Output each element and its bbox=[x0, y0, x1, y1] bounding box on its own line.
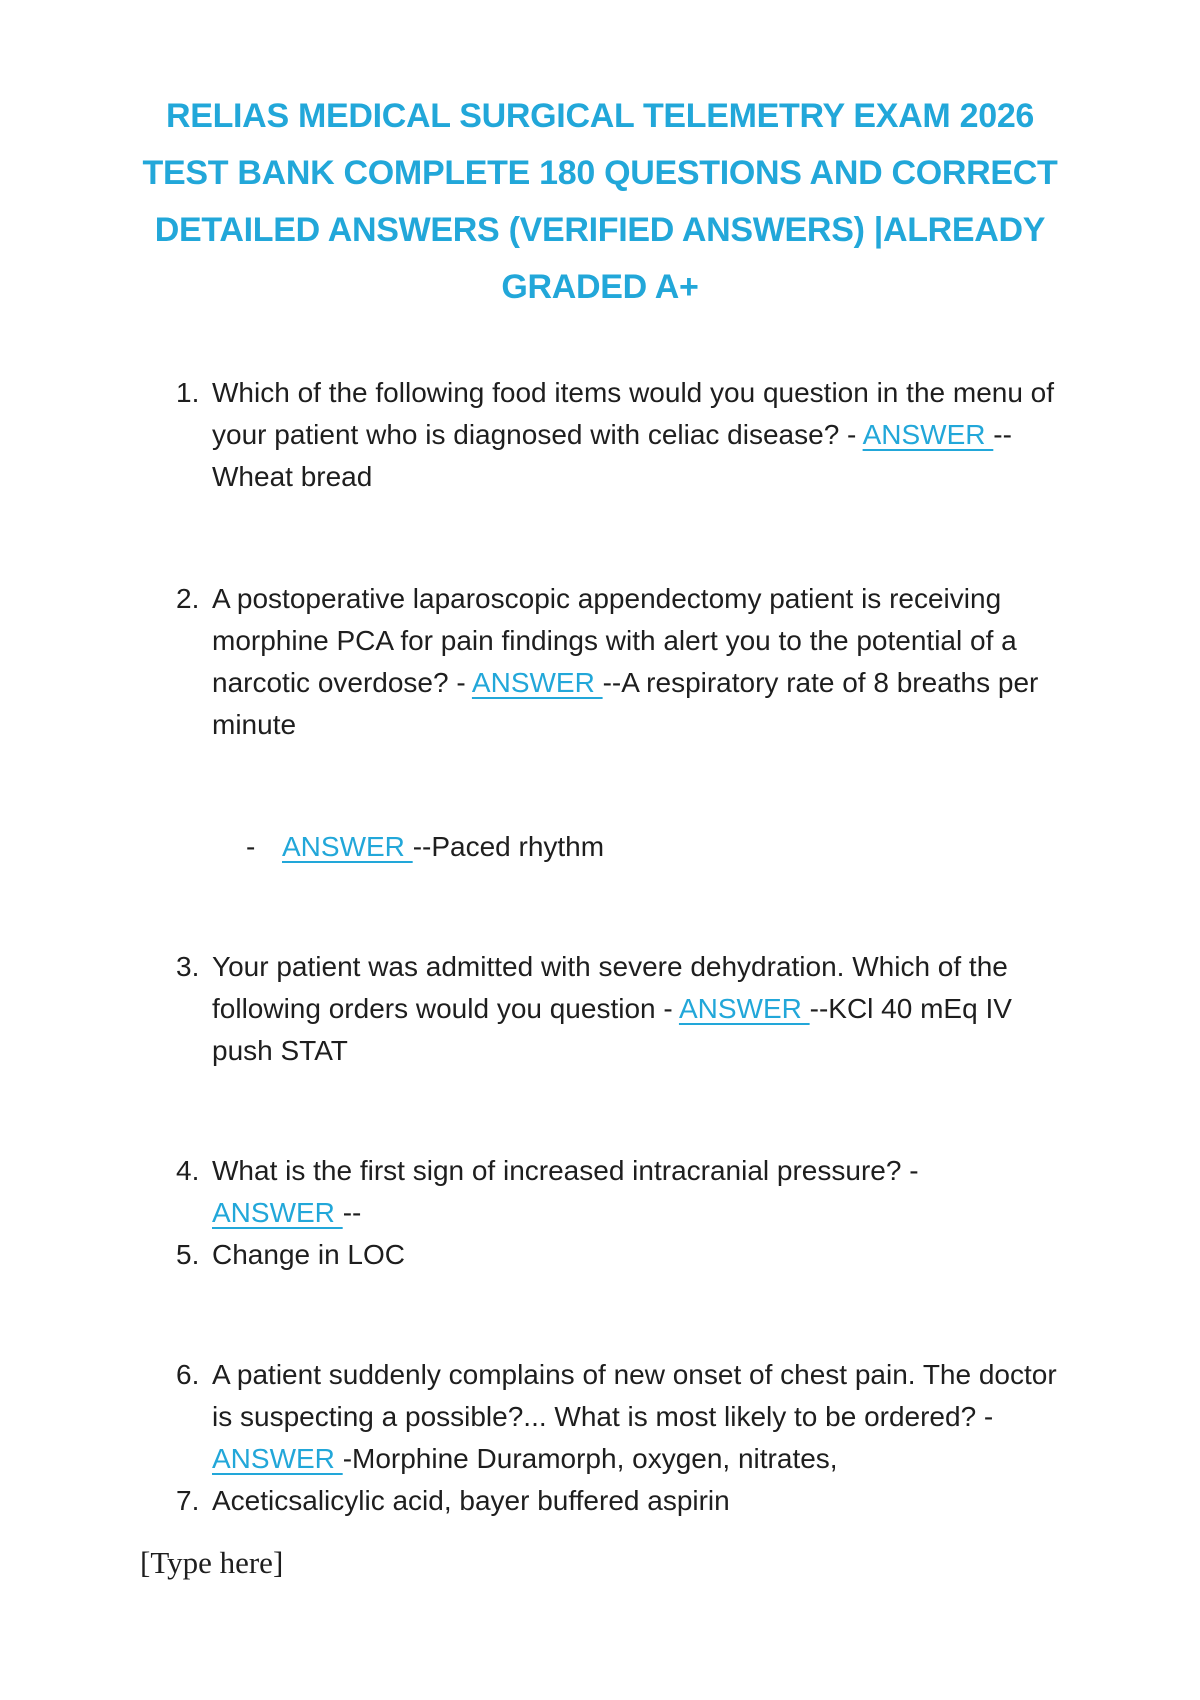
footer-placeholder: [Type here] bbox=[140, 1545, 284, 1580]
title-line: TEST BANK COMPLETE 180 QUESTIONS AND CORRECT bbox=[142, 154, 1058, 192]
question-text: Change in LOC bbox=[212, 1239, 406, 1270]
question-text: Your patient was admitted with severe dehydration. Which of the following orders would you question - bbox=[212, 951, 1008, 1024]
question-item bbox=[176, 578, 1076, 746]
answer-text: --A respiratory rate of 8 breaths per minute bbox=[212, 667, 1039, 740]
question-item bbox=[176, 946, 1076, 1072]
title-line: RELIAS MEDICAL SURGICAL TELEMETRY EXAM 2026 bbox=[165, 97, 1035, 135]
question-text: A postoperative laparoscopic appendectomy patient is receiving morphine PCA for pain findings with alert you to the potential of a narcotic overdose? - bbox=[212, 583, 1017, 698]
question-number: 3. bbox=[176, 951, 200, 982]
question-item bbox=[176, 1234, 1076, 1276]
title-line: DETAILED ANSWERS (VERIFIED ANSWERS) |ALREADY bbox=[154, 211, 1046, 249]
question-text: A patient suddenly complains of new onset of chest pain. The doctor is suspecting a possible?... What is most likely to be ordered? - bbox=[212, 1359, 1057, 1432]
question-number: 1. bbox=[176, 377, 200, 408]
answer-text: -- bbox=[342, 1197, 362, 1228]
question-number: 2. bbox=[176, 583, 200, 614]
question-item bbox=[176, 1480, 1076, 1522]
answer-text: --Wheat bread bbox=[212, 419, 1012, 492]
answer-link[interactable]: ANSWER bbox=[678, 993, 810, 1024]
question-number: 5. bbox=[176, 1239, 200, 1270]
answer-link[interactable]: ANSWER bbox=[212, 1197, 343, 1228]
question-item bbox=[176, 1150, 1076, 1234]
question-number: 6. bbox=[176, 1359, 200, 1390]
answer-link[interactable]: ANSWER bbox=[282, 831, 413, 862]
answer-text: --KCl 40 mEq IV push STAT bbox=[212, 993, 1012, 1066]
question-number: 7. bbox=[176, 1485, 200, 1516]
question-text: Which of the following food items would you question in the menu of your patient who is diagnosed with celiac disease? - bbox=[212, 377, 1055, 450]
answer-text: --Paced rhythm bbox=[412, 831, 605, 862]
question-text: Aceticsalicylic acid, bayer buffered aspirin bbox=[212, 1485, 730, 1516]
answer-text: -Morphine Duramorph, oxygen, nitrates, bbox=[342, 1443, 838, 1474]
bullet-dash: - bbox=[246, 831, 256, 862]
question-text: What is the first sign of increased intracranial pressure? - bbox=[212, 1155, 919, 1186]
title-line: GRADED A+ bbox=[501, 268, 699, 306]
question-number: 4. bbox=[176, 1155, 200, 1186]
bullet-item bbox=[246, 826, 604, 868]
answer-link[interactable]: ANSWER bbox=[212, 1443, 343, 1474]
question-item bbox=[176, 1354, 1076, 1480]
question-item bbox=[176, 372, 1076, 498]
document-title bbox=[140, 88, 1060, 316]
answer-link[interactable]: ANSWER bbox=[862, 419, 994, 450]
answer-link[interactable]: ANSWER bbox=[471, 667, 603, 698]
